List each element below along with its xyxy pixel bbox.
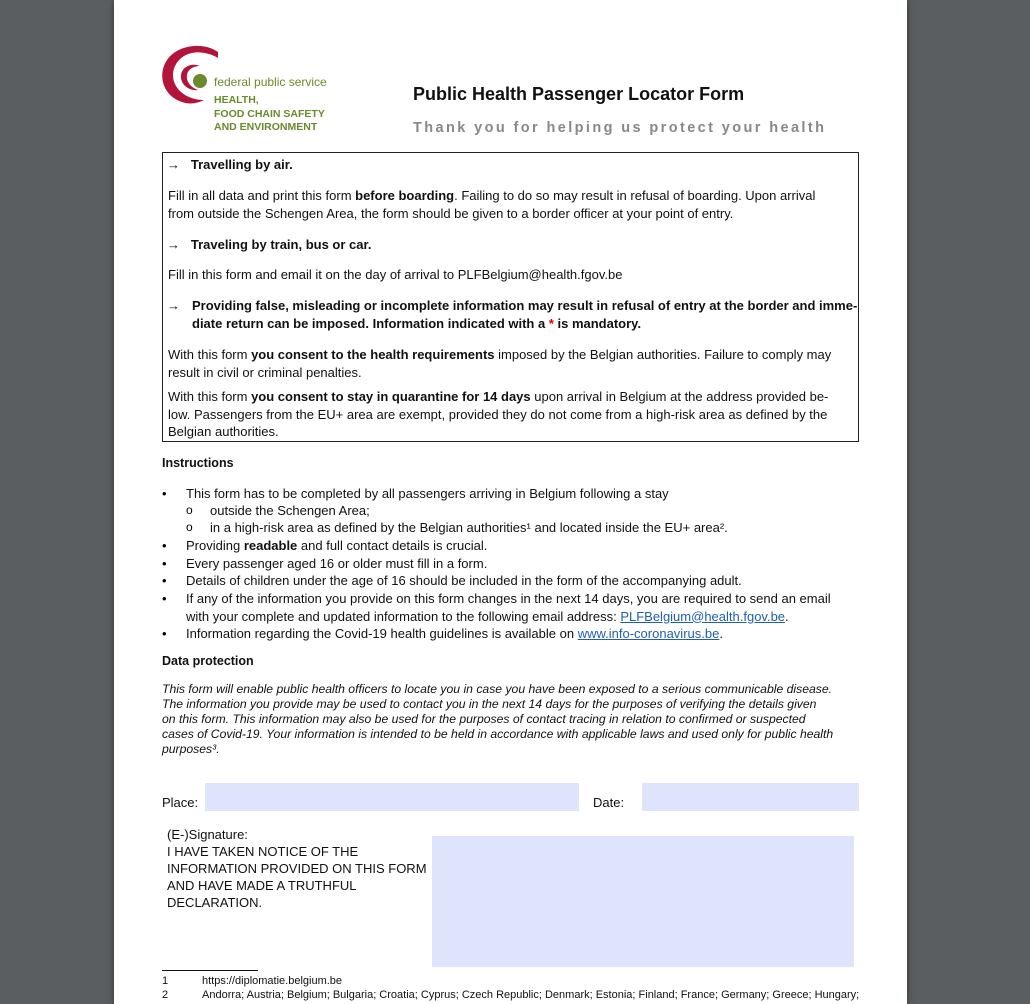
logo-line-3: FOOD CHAIN SAFETY: [214, 107, 325, 120]
footnote-1-number: 1: [162, 975, 169, 987]
data-protection-heading: Data protection: [162, 654, 254, 668]
arrow-icon: →: [167, 157, 180, 172]
data-protection-text: This form will enable public health officers to locate you in case you have been exposed to a serious communicable disease. The information you provide may be used to contact you in the next 14 days for the purposes of verifying the details given on this form. This information may also be used for the purposes of contact tracing in relation to confirmed or suspected cases of Covid-19. Your information is intended to be held in accordance with applicable laws and used only for public health purposes³.: [162, 682, 834, 756]
info-coronavirus-link[interactable]: www.info-coronavirus.be: [577, 626, 720, 641]
logo-line-4: AND ENVIRONMENT: [214, 121, 318, 133]
arrow-icon: →: [167, 237, 180, 252]
form-tagline: Thank you for helping us protect your health: [413, 120, 827, 136]
instructions-heading: Instructions: [162, 456, 234, 470]
signature-label: (E-)Signature:: [167, 827, 248, 842]
instruction-1: This form has to be completed by all passengers arriving in Belgium following a stay: [186, 486, 669, 501]
logo-department: [214, 94, 325, 135]
arrow-icon: →: [167, 298, 180, 313]
form-title: Public Health Passenger Locator Form: [413, 84, 745, 104]
place-field[interactable]: [205, 783, 579, 811]
date-label: Date:: [593, 795, 625, 810]
bullet-icon: •: [162, 626, 167, 641]
logo-line-2: HEALTH,: [214, 94, 259, 106]
logo-line-1: federal public service: [214, 75, 327, 89]
sub-bullet-icon: o: [186, 503, 193, 517]
footnote-2-text: Andorra; Austria; Belgium; Bulgaria; Croatia; Cyprus; Czech Republic; Denmark; Estonia; Finland; France; Germany; Greece; Hungary;: [202, 989, 860, 1001]
instruction-3: Every passenger aged 16 or older must fill in a form.: [186, 556, 488, 571]
sub-bullet-icon: o: [186, 520, 193, 534]
bullet-icon: •: [162, 538, 167, 553]
air-text: Fill in all data and print this form before boarding. Failing to do so may result in refusal of boarding. Upon arrival from outside the Schengen Area, the form should be given to a border officer at your point of entry.: [168, 188, 816, 221]
footnote-2-number: 2: [162, 989, 169, 1001]
instruction-1-sub-1: outside the Schengen Area;: [210, 503, 370, 518]
signature-field[interactable]: [432, 836, 854, 967]
bullet-icon: •: [162, 591, 167, 606]
air-heading-row: [167, 156, 293, 174]
footnote-1-text: https://diplomatie.belgium.be: [202, 975, 343, 987]
false-info-warning: Providing false, misleading or incomplete information may result in refusal of entry at the border and imme- diate return can be imposed. Information indicated with a * is mandatory.: [192, 298, 858, 331]
instruction-2: Providing readable and full contact details is crucial.: [186, 538, 488, 553]
train-heading: Traveling by train, bus or car.: [190, 237, 372, 252]
consent-health: With this form you consent to the health requirements imposed by the Belgian authorities. Failure to comply may result in civil or criminal penalties.: [168, 347, 832, 380]
bullet-icon: •: [162, 556, 167, 571]
instruction-6: Information regarding the Covid-19 health guidelines is available on www.info-coronavirus.be.: [186, 626, 723, 641]
place-label: Place:: [162, 795, 199, 810]
train-text: Fill in this form and email it on the day of arrival to PLFBelgium@health.fgov.be: [168, 267, 623, 282]
train-heading-row: [167, 236, 371, 254]
bullet-icon: •: [162, 573, 167, 588]
document-page: [114, 0, 907, 1004]
signature-declaration: (E-)Signature: I HAVE TAKEN NOTICE OF THE INFORMATION PROVIDED ON THIS FORM AND HAVE MADE A TRUTHFUL DECLARATION.: [167, 827, 427, 910]
instruction-4: Details of children under the age of 16 should be included in the form of the accompanying adult.: [186, 573, 742, 588]
air-heading: Travelling by air.: [190, 157, 293, 172]
date-field[interactable]: [642, 783, 859, 811]
bullet-icon: •: [162, 486, 167, 501]
instruction-5: If any of the information you provide on this form changes in the next 14 days, you are required to send an email with your complete and updated information to the following email address: PLFBelgium@health.fgov.be.: [186, 591, 831, 624]
false-info-arrow: [167, 297, 180, 315]
instruction-1-sub-2: in a high-risk area as defined by the Belgian authorities¹ and located inside the EU+ area².: [210, 520, 728, 535]
consent-quarantine: With this form you consent to stay in quarantine for 14 days upon arrival in Belgium at the address provided be- low. Passengers from the EU+ area are exempt, provided they do not come from a high-risk area as defined by the Belgian authorities.: [168, 389, 829, 439]
plf-email-link[interactable]: PLFBelgium@health.fgov.be: [620, 608, 786, 624]
mandatory-star: *: [548, 315, 554, 331]
footnote-divider: [162, 970, 258, 971]
fps-logo: [160, 44, 222, 106]
